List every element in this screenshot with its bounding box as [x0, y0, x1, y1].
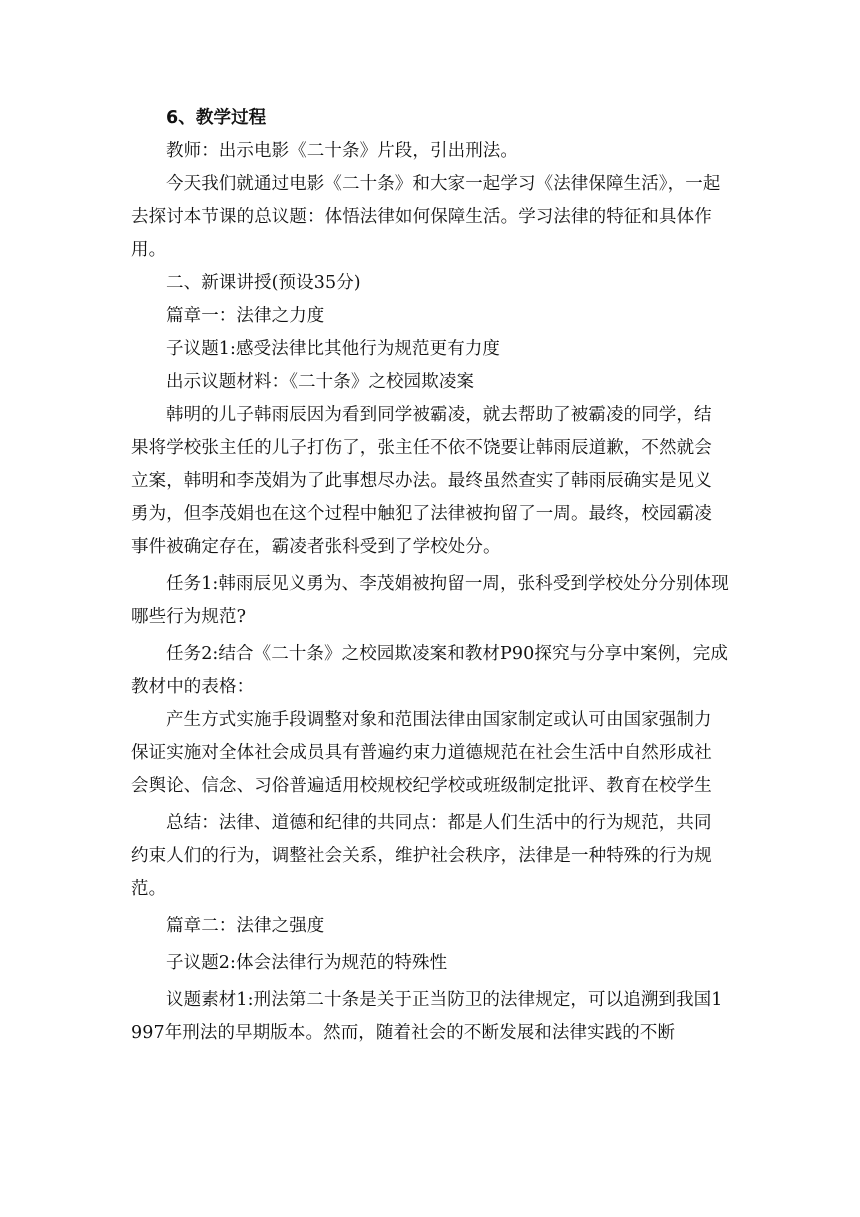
topic-material-1: 议题素材1:刑法第二十条是关于正当防卫的法律规定，可以追溯到我国1997年刑法的早期版本。然而，随着社会的不断发展和法律实践的不断: [131, 990, 723, 1043]
section-heading-teaching-process: 6、教学过程: [166, 108, 267, 128]
chapter-two-title: 篇章二：法律之强度: [166, 916, 325, 936]
paragraph-summary: 总结：法律、道德和纪律的共同点：都是人们生活中的行为规范，共同约束人们的行为，调整社会关系，维护社会秩序，法律是一种特殊的行为规范。: [131, 813, 712, 899]
paragraph-teacher-intro: 教师：出示电影《二十条》片段，引出刑法。: [166, 141, 518, 161]
sub-topic-2: 子议题2:体会法律行为规范的特殊性: [166, 953, 448, 973]
task-1: 任务1:韩雨辰见义勇为、李茂娟被拘留一周，张科受到学校处分分别体现哪些行为规范?: [131, 574, 729, 627]
paragraph-overall-topic: 今天我们就通过电影《二十条》和大家一起学习《法律保障生活》，一起去探讨本节课的总议题：体悟法律如何保障生活。学习法律的特征和具体作用。: [131, 174, 721, 260]
document-body: [131, 102, 729, 1050]
sub-topic-1: 子议题1:感受法律比其他行为规范更有力度: [166, 339, 501, 359]
paragraph-table-content: 产生方式实施手段调整对象和范围法律由国家制定或认可由国家强制力保证实施对全体社会成员具有普遍约束力道德规范在社会生活中自然形成社会舆论、信念、习俗普遍适用校规校纪学校或班级制定批评、教育在校学生: [131, 710, 712, 796]
chapter-one-title: 篇章一：法律之力度: [166, 306, 325, 326]
section-heading-new-lesson: 二、新课讲授(预设35分): [166, 273, 361, 293]
task-2: 任务2:结合《二十条》之校园欺凌案和教材P90探究与分享中案例，完成教材中的表格：: [131, 644, 728, 697]
paragraph-case-story: 韩明的儿子韩雨辰因为看到同学被霸凌，就去帮助了被霸凌的同学，结果将学校张主任的儿子打伤了，张主任不依不饶要让韩雨辰道歉，不然就会立案，韩明和李茂娟为了此事想尽办法。最终虽然查实了韩雨辰确实是见义勇为，但李茂娟也在这个过程中触犯了法律被拘留了一周。最终，校园霸凌事件被确定存在，霸凌者张科受到了学校处分。: [131, 405, 712, 557]
topic-material-intro: 出示议题材料：《二十条》之校园欺凌案: [166, 372, 475, 392]
